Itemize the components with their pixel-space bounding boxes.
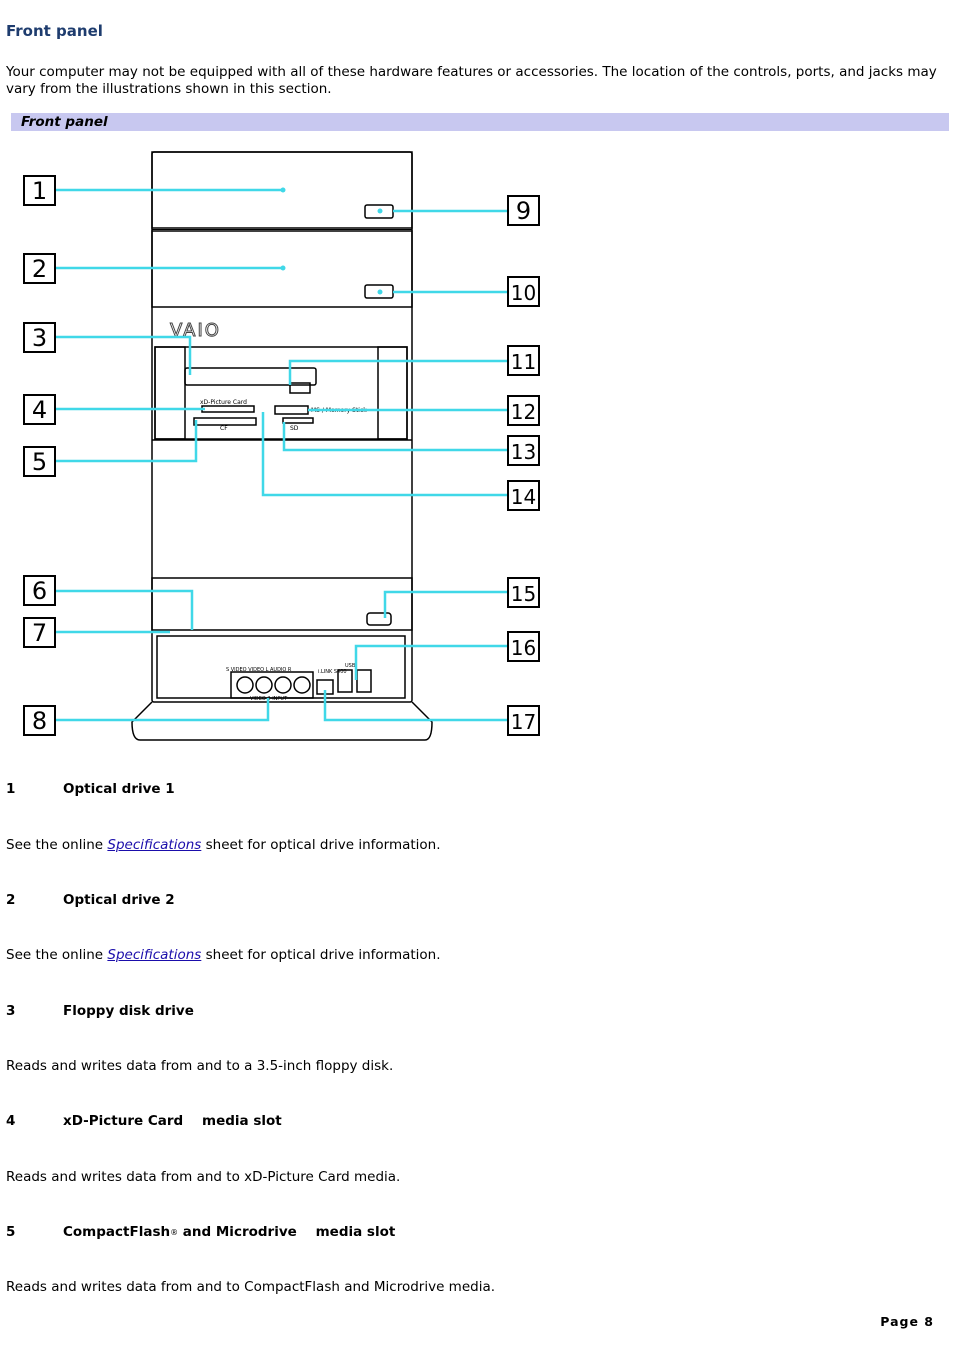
sd-slot-label: SD xyxy=(290,425,299,432)
callout-7 xyxy=(24,618,55,647)
item-number: 5 xyxy=(6,1224,16,1240)
cf-slot-shape xyxy=(194,418,256,425)
firewire-label: i.LINK S400 xyxy=(318,669,347,675)
left-grille xyxy=(155,347,185,439)
item-number: 3 xyxy=(6,1003,16,1019)
svg-text:3: 3 xyxy=(31,324,48,352)
callout-15 xyxy=(508,578,539,607)
callout-1 xyxy=(24,176,55,205)
item-5-description: Reads and writes data from and to CompactFlash and Microdrive media. xyxy=(6,1279,496,1295)
usb-label: USB xyxy=(345,663,356,669)
callout-10 xyxy=(508,277,539,306)
xd-slot-shape xyxy=(202,406,254,412)
item-title: Optical drive 2 xyxy=(63,892,175,908)
item-title: Optical drive 1 xyxy=(63,781,175,797)
xd-slot-label: xD-Picture Card xyxy=(200,399,247,406)
av-sub-label: VIDEO 2 INPUT xyxy=(250,696,288,702)
callout-2 xyxy=(24,254,55,283)
callout-9 xyxy=(508,196,539,225)
svg-text:16: 16 xyxy=(510,636,537,660)
item-number: 4 xyxy=(6,1113,16,1129)
svg-text:12: 12 xyxy=(510,400,537,424)
svg-text:1: 1 xyxy=(31,177,48,205)
ms-slot-shape xyxy=(275,406,308,414)
svg-text:4: 4 xyxy=(31,396,48,424)
callout-5 xyxy=(24,447,55,476)
ms-slot-label: MS / Memory Stick xyxy=(311,407,367,414)
svg-text:7: 7 xyxy=(31,619,48,647)
power-button-shape xyxy=(367,613,391,625)
callout-3 xyxy=(24,323,55,352)
svg-text:6: 6 xyxy=(31,577,48,605)
cf-slot-label: CF xyxy=(220,425,228,432)
callout-4 xyxy=(24,395,55,424)
svg-text:8: 8 xyxy=(31,707,48,735)
callout-6 xyxy=(24,576,55,605)
item-title: xD-Picture Card xyxy=(63,1113,184,1129)
svg-text:15: 15 xyxy=(510,582,537,606)
av-jack-label: S VIDEO VIDEO L AUDIO R xyxy=(226,667,292,673)
callout-12 xyxy=(508,396,539,425)
vaio-logo: VAIO xyxy=(170,320,221,341)
item-title: CompactFlash xyxy=(63,1224,171,1240)
item-number: 1 xyxy=(6,781,16,797)
item-title: Floppy disk drive xyxy=(63,1003,194,1019)
svg-text:17: 17 xyxy=(510,710,537,734)
registered-mark: ® xyxy=(170,1228,179,1237)
section-header-bar xyxy=(11,113,949,131)
item-2-description: See the online Specifications sheet for optical drive information. xyxy=(6,947,441,963)
item-3-description: Reads and writes data from and to a 3.5-inch floppy disk. xyxy=(6,1058,394,1074)
page-number: Page 8 xyxy=(880,1314,934,1329)
sd-slot-shape xyxy=(283,418,313,423)
svg-text:11: 11 xyxy=(510,350,537,374)
callout-16 xyxy=(508,632,539,661)
section-header-label: Front panel xyxy=(21,114,108,130)
svg-text:2: 2 xyxy=(31,255,48,283)
item-number: 2 xyxy=(6,892,16,908)
callout-13 xyxy=(508,436,539,465)
svg-text:13: 13 xyxy=(510,440,537,464)
callout-17 xyxy=(508,706,539,735)
front-panel-diagram xyxy=(0,140,560,745)
item-title-suffix: media slot xyxy=(202,1113,282,1129)
usb-port-2-shape xyxy=(357,670,371,692)
callout-11 xyxy=(508,346,539,375)
specifications-link[interactable]: Specifications xyxy=(107,947,202,963)
specifications-link[interactable]: Specifications xyxy=(107,837,202,853)
item-4-description: Reads and writes data from and to xD-Picture Card media. xyxy=(6,1169,401,1185)
item-title-mid: and Microdrive xyxy=(178,1224,297,1240)
item-title-suffix: media slot xyxy=(315,1224,396,1240)
page-title: Front panel xyxy=(6,22,103,40)
svg-text:10: 10 xyxy=(510,281,537,305)
svg-text:14: 14 xyxy=(510,485,537,509)
svg-text:9: 9 xyxy=(515,197,532,225)
callout-14 xyxy=(508,481,539,510)
svg-text:5: 5 xyxy=(31,448,48,476)
callout-8 xyxy=(24,706,55,735)
item-1-description: See the online Specifications sheet for optical drive information. xyxy=(6,837,441,853)
intro-paragraph: Your computer may not be equipped with all of these hardware features or accessories. The location of the controls, ports, and jacks may vary from the illustrations shown in this section. xyxy=(6,64,937,97)
